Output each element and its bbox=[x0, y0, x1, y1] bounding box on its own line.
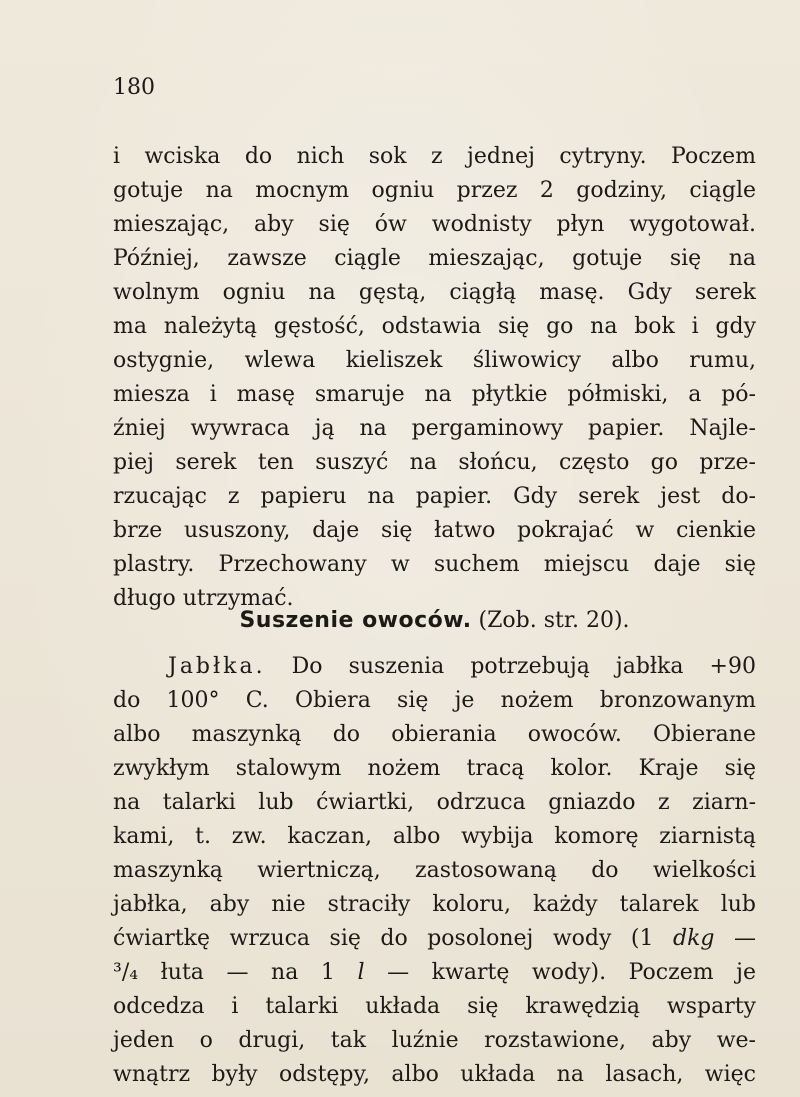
text-run: ćwiartkę wrzuca się do posolonej wody (1 bbox=[113, 926, 654, 951]
text-line: odcedza i talarki układa się krawędzią wsparty bbox=[113, 994, 756, 1019]
fraction: ³/₄ bbox=[113, 960, 139, 985]
text-line: rzucając z papieru na papier. Gdy serek jest do- bbox=[113, 484, 756, 509]
text-line-measures bbox=[113, 956, 756, 990]
section-reference: (Zob. str. 20). bbox=[478, 608, 630, 633]
text-line: wolnym ogniu na gęstą, ciągłą masę. Gdy serek bbox=[113, 280, 756, 305]
text-line: na talarki lub ćwiartki, odrzuca gniazdo z ziarn- bbox=[113, 790, 756, 815]
text-line: piej serek ten suszyć na słońcu, często go prze- bbox=[113, 450, 756, 475]
text-line: i wciska do nich sok z jednej cytryny. Poczem bbox=[113, 144, 756, 169]
paragraph-cheese-drying bbox=[113, 140, 756, 616]
text-line: jeden o drugi, tak luźnie rozstawione, aby we- bbox=[113, 1028, 756, 1053]
text-line: mieszając, aby się ów wodnisty płyn wygotował. bbox=[113, 212, 756, 237]
unit-dkg: dkg bbox=[673, 926, 715, 951]
text-line: do 100° C. Obiera się je nożem bronzowanym bbox=[113, 688, 756, 713]
text-line: jabłka, aby nie straciły koloru, każdy talarek lub bbox=[113, 892, 756, 917]
text-line: wnątrz były odstępy, albo układa na lasach, więc bbox=[113, 1062, 756, 1087]
run-in-heading: Jabłka. bbox=[168, 654, 266, 679]
text-line: Później, zawsze ciągle mieszając, gotuje się na bbox=[113, 246, 756, 271]
text-line: źniej wywraca ją na pergaminowy papier. Najle- bbox=[113, 416, 756, 441]
unit-litre: l bbox=[357, 960, 365, 985]
text-run: Do suszenia potrzebują jabłka +90 bbox=[291, 654, 756, 679]
text-line-first bbox=[113, 650, 756, 684]
text-line: gotuje na mocnym ogniu przez 2 godziny, ciągle bbox=[113, 178, 756, 203]
text-run: łuta — na 1 bbox=[160, 960, 335, 985]
section-title: Suszenie owoców. bbox=[239, 608, 472, 633]
text-line: maszynką wiertniczą, zastosowaną do wielkości bbox=[113, 858, 756, 883]
text-run: — kwartę wody). Poczem je bbox=[387, 960, 756, 985]
dash: — bbox=[734, 926, 757, 951]
page-number: 180 bbox=[113, 75, 155, 100]
text-line: albo maszynką do obierania owoców. Obierane bbox=[113, 722, 756, 747]
paragraph-apples bbox=[113, 650, 756, 1092]
text-line-measures bbox=[113, 922, 756, 956]
text-line: plastry. Przechowany w suchem miejscu daje się bbox=[113, 552, 756, 577]
text-line: ma należytą gęstość, odstawia się go na bok i gdy bbox=[113, 314, 756, 339]
text-line: kami, t. zw. kaczan, albo wybija komorę ziarnistą bbox=[113, 824, 756, 849]
text-line: ostygnie, wlewa kieliszek śliwowicy albo rumu, bbox=[113, 348, 756, 373]
text-line: miesza i masę smaruje na płytkie półmiski, a pó- bbox=[113, 382, 756, 407]
section-heading bbox=[113, 604, 756, 638]
text-line: długo utrzymać. bbox=[113, 586, 294, 611]
text-line: zwykłym stalowym nożem tracą kolor. Kraje się bbox=[113, 756, 756, 781]
text-line: brze ususzony, daje się łatwo pokrajać w cienkie bbox=[113, 518, 756, 543]
